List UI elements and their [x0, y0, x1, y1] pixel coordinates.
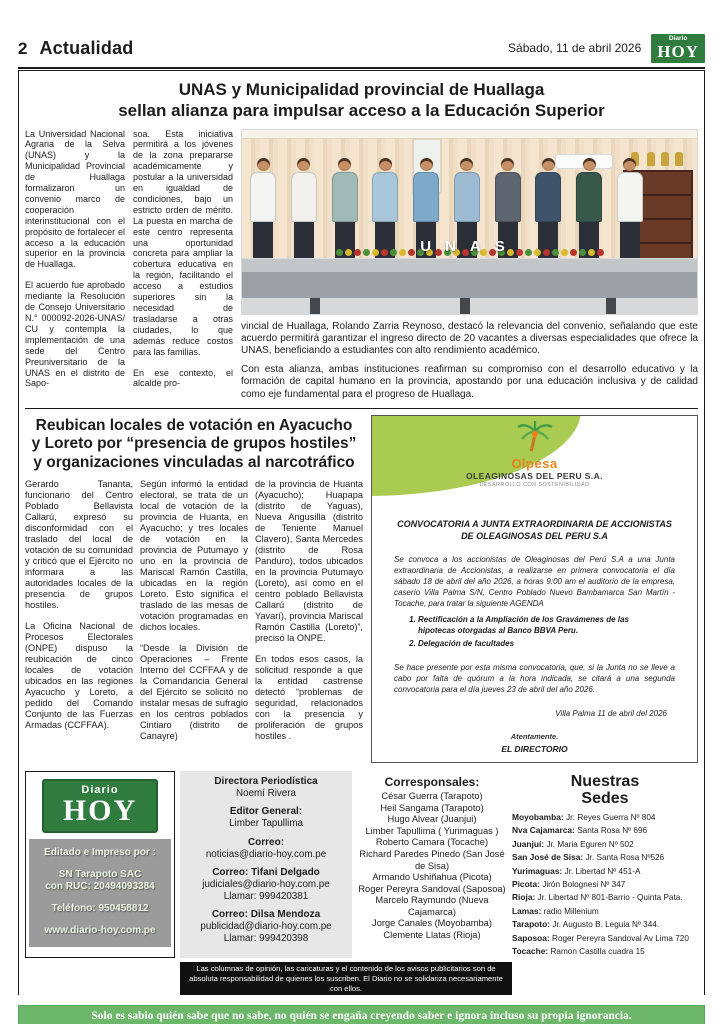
palm-tree-icon	[514, 420, 556, 452]
company-ruc: con RUC: 20494093384	[45, 880, 155, 892]
person-torso	[372, 172, 398, 222]
story1-col2-p2: En ese contexto, el alcalde pro-	[133, 367, 233, 389]
staff-entry	[182, 909, 350, 944]
publisher-box	[25, 771, 175, 958]
section-label: Actualidad	[39, 37, 134, 58]
story2-col1-p2: La Oficina Nacional de Procesos Electorales (ONPE) dispuso la reubicación de cinco locales de votación ubicados en las regiones Ayacucho y Loreto, a pedido del Comando Conjunto de las Fuerzas Armadas (CCFFAA).	[25, 621, 133, 731]
masthead-right	[508, 34, 705, 63]
masthead	[18, 34, 705, 63]
corresponsales-list	[357, 791, 507, 942]
logo-diario-text: Diario	[668, 35, 688, 42]
staff-name: Noemí Rivera	[236, 787, 296, 799]
person-head	[257, 158, 270, 171]
story2-col1-p1: Gerardo Tananta, funcionario del Centro Poblado Bellavista Callarú, expresó su disconformidad con el traslado del local de votación de su comunidad y criticó que el Ejército no informara a las autoridades locales de la presencia de grupos hostiles.	[25, 479, 133, 611]
logo-diario-text: Diario	[81, 783, 119, 796]
publisher-phone: Teléfono: 950458812	[51, 902, 149, 914]
diario-hoy-logo-large	[42, 779, 158, 833]
story2-col2-p1: Según informó la entidad electoral, se trata de un local de votación de la provincia de Huanta, en Ayacucho; y tres locales de votación en la provincia de Putumayo y uno en la provincia de Mariscal Ramón Castilla, ubicadas en la región Loreto. Esto significa el traslado de las mesas de votación programadas en dichos locales.	[140, 479, 248, 633]
article-photo	[241, 129, 698, 315]
logo-hoy-text: HOY	[62, 793, 138, 827]
person-torso	[413, 172, 439, 222]
corresponsal-item: Roberto Camara (Tocache)	[375, 837, 489, 848]
corresponsal-item: Limber Tapullima ( Yurimaguas )	[365, 825, 499, 836]
corresponsales-title: Corresponsales:	[384, 774, 480, 789]
ad-agenda-item: 1. Rectificación a la Ampliación de los Gravámenes de las hipotecas otorgadas al Banco BBVA Peru.	[418, 615, 667, 636]
person-head	[623, 158, 636, 171]
story1-headline-line1: UNAS y Municipalidad provincial de Huallaga	[178, 79, 545, 99]
story1-col1-p2: El acuerdo fue aprobado mediante la Resolución de Consejo Universitario N.° 000092-2026-UNAS/ CU y contempla la implementación de una sede del Centro Preuniversitario de la UNAS en el distrito de Sapo-	[25, 280, 125, 389]
corresponsal-item: Clemente Llatas (Rioja)	[383, 930, 481, 941]
story1-body	[25, 129, 698, 401]
unas-letters: UNAS	[420, 237, 519, 255]
person-torso	[576, 172, 602, 222]
corresponsal-item: César Guerra (Tarapoto)	[381, 790, 483, 801]
person-torso	[535, 172, 561, 222]
staff-entry	[182, 776, 350, 800]
story1-col2-p1: soa. Esta iniciativa permitirá a los jóvenes de la zona prepararse académicamente y postular a la universidad en igualdad de condiciones, bajo un estricto orden de mérito. La puesta en marcha de este centro representa una oportunidad concreta para ampliar la cobertura educativa en la región, facilitando el acceso a estudios superiores sin la necesidad de trasladarse a otras ciudades, lo que además reduce costos para las familias.	[133, 128, 233, 357]
story1-right-block	[241, 129, 698, 401]
person-torso	[250, 172, 276, 222]
corresponsal-item: Armando Ushiñahua (Picota)	[372, 872, 492, 883]
corresponsal-item: Hugo Alvear (Juanjui)	[387, 814, 477, 825]
sede-item: Juanjuí: Jr. Maria Eguren Nº 502	[512, 838, 634, 849]
staff-entry	[182, 867, 350, 902]
person-head	[420, 158, 433, 171]
ad-agenda-list	[418, 615, 667, 650]
story2-col2-p2: “Desde la División de Operaciones – Frente Interno del CCFFAA y de la Comandancia General del Ejército se solicitó no instalar mesas de sufragio en los centros poblados Cintiaro (distrito de Canayre)	[140, 643, 248, 742]
staff-entry	[182, 837, 350, 861]
person-head	[297, 158, 310, 171]
person-head	[379, 158, 392, 171]
person-head	[460, 158, 473, 171]
ad-title-line2: DE OLEAGINOSAS DEL PERU S.A	[461, 531, 608, 542]
staff-role: Correo:	[247, 836, 285, 848]
story1-column1	[25, 129, 125, 401]
diario-hoy-logo	[651, 34, 705, 63]
staff-role: Editor General:	[229, 806, 303, 818]
staff-role: Correo: Dilsa Mendoza	[211, 909, 321, 921]
corresponsales-box	[357, 771, 507, 958]
story2-column1	[25, 479, 133, 742]
staff-email: noticias@diario-hoy.com.pe	[205, 848, 327, 860]
ad-dateline: Villa Palma 11 de abril del 2026	[555, 708, 667, 718]
story2-headline	[25, 417, 363, 473]
story2-headline-line2: y Loreto por “presencia de grupos hostiles”	[31, 435, 357, 453]
olpesa-company: OLEAGINOSAS DEL PERU S.A.	[466, 471, 603, 482]
footer-row	[25, 771, 698, 958]
story2-column3	[255, 479, 363, 742]
corresponsal-item: Roger Pereyra Sandoval (Saposoa)	[358, 883, 506, 894]
masthead-left	[18, 38, 133, 59]
sedes-list	[512, 811, 698, 958]
story1-below-p2: Con esta alianza, ambas instituciones reafirman su compromiso con el desarrollo educativo y la formación de capital humano en la provincia, apostando por una educación inclusiva y de calidad como eje fundamental para el progreso de Huallaga.	[241, 363, 698, 400]
staff-phone: Llamar: 999420398	[223, 932, 309, 944]
publisher-info-panel	[29, 839, 171, 947]
story2-row	[25, 415, 698, 763]
page-frame	[18, 71, 705, 996]
story2-col3-p2: En todos esos casos, la solicitud responde a que la entidad castrense detectó “problemas de seguridad, relacionados con la presencia y proliferación de grupos hostiles .	[255, 654, 363, 742]
olpesa-logo	[372, 420, 697, 488]
person-torso	[495, 172, 521, 222]
quote-strip: Solo es sabio quién sabe que no sabe, no quién se engaña creyendo saber e ignora incluso su propia ignorancia.	[18, 1005, 705, 1024]
publisher-website: www.diario-hoy.com.pe	[44, 924, 156, 936]
story1-headline	[25, 79, 698, 121]
sede-item: Tocache: Ramon Castilla cuadra 15	[512, 946, 645, 956]
story1-below-p1: vincial de Huallaga, Rolando Zarria Reynoso, destacó la relevancia del convenio, señalando que este acuerdo permitirá garantizar el ingreso directo de 20 vacantes a diversas especialidades que ofrece la UNAS, beneficiando a estudiantes con alto rendimiento académico.	[241, 320, 698, 357]
sede-item: San José de Sisa: Jr. Santa Rosa Nº526	[512, 852, 665, 863]
table-leg	[460, 298, 470, 315]
trophy-icon	[675, 152, 683, 166]
photo-ceiling	[242, 130, 697, 139]
trophy-icon	[661, 152, 669, 166]
page-number: 2	[18, 38, 28, 58]
story1-headline-line2: sellan alianza para impulsar acceso a la Educación Superior	[118, 100, 605, 120]
person-head	[501, 158, 514, 171]
staff-entry	[182, 806, 350, 830]
sede-item: Yurimaguas: Jr. Libertad Nº 451-A	[512, 865, 641, 876]
person-torso	[617, 172, 643, 222]
table-leg	[310, 298, 320, 315]
staff-email: judiciales@diario-hoy.com.pe	[202, 879, 330, 891]
sede-item: Saposoa: Roger Pereyra Sandoval Av Lima 720	[512, 932, 689, 943]
person-torso	[332, 172, 358, 222]
edition-date: Sábado, 11 de abril 2026	[508, 41, 642, 56]
staff-phone: Llamar: 999420381	[223, 890, 309, 902]
staff-role: Correo: Tifani Delgado	[212, 867, 320, 879]
conference-table-front	[242, 272, 697, 298]
staff-box	[180, 771, 352, 958]
corresponsal-item: Jorge Canales (Moyobamba)	[372, 918, 492, 929]
story2-columns	[25, 479, 363, 742]
story2-block	[25, 415, 363, 763]
person-torso	[291, 172, 317, 222]
staff-name: Limber Tapullima	[229, 818, 303, 830]
sede-item: Moyobamba: Jr: Reyes Guerra Nº 804	[512, 811, 656, 822]
corresponsal-item: Richard Paredes Pinedo (San José de Sisa)	[359, 848, 505, 871]
sede-item: Nva Cajamarca: Santa Rosa Nº 696	[512, 825, 648, 836]
corresponsal-item: Marcelo Raymundo (Nueva Cajamarca)	[375, 895, 489, 917]
person-head	[583, 158, 596, 171]
edited-by-label: Editado e Impreso por :	[44, 846, 156, 858]
table-leg	[606, 298, 616, 315]
ad-body-2: Se hace presente por esta misma convocatoria, que, si la Junta no se lleve a cabo por falta de quórum a la hora indicada, se citará a una segunda convocatoria para el día jueves 23 de abril del año 2026.	[394, 662, 675, 694]
company-name: SN Tarapoto SAC	[58, 868, 142, 880]
staff-role: Directora Periodística	[214, 775, 318, 787]
ad-signer: EL DIRECTORIO	[501, 743, 568, 754]
story1-col1-p1: La Universidad Nacional Agraria de la Selva (UNAS) y la Municipalidad Provincial de Huallaga formalizaron un convenio marco de cooperación interinstitucional con el propósito de fortalecer el acceso a la educación superior en la provincia de Huallaga.	[25, 128, 125, 270]
person-head	[338, 158, 351, 171]
story1-column2	[133, 129, 233, 401]
sede-item: Picota: Jirón Bolognesi Nº 347	[512, 878, 626, 889]
sedes-box	[512, 771, 698, 958]
story2-headline-line3: y organizaciones vinculadas al narcotráfico	[33, 453, 355, 471]
person-torso	[454, 172, 480, 222]
ad-title-line1: CONVOCATORIA A JUNTA EXTRAORDINARIA DE ACCIONISTAS	[397, 519, 672, 530]
ad-signature	[372, 732, 697, 754]
conference-table-top	[242, 258, 697, 272]
ad-body-1: Se convoca a los accionistas de Oleaginosas del Perú S.A a una Junta extraordinaria de Accionistas, a realizarse en primera convocatoria el día sábado 18 de abril del año 2026, a horas 9:00 am el auditorio de la empresa, caserío Villa Palma S/N, Centro Poblado Nuevo Bambamarca San Martín - Tocache, para tratar la siguiente AGENDA	[394, 555, 675, 609]
sede-item: Tarapoto: Jr. Augusto B. Leguia Nº 344.	[512, 919, 660, 930]
ad-title	[396, 518, 672, 542]
story2-column2	[140, 479, 248, 742]
olpesa-ad	[371, 415, 698, 763]
sede-item: Lamas: radio Millenium	[512, 905, 599, 916]
disclaimer-strip: Las columnas de opinión, las caricaturas y el contenido de los avisos publicitarios son de absoluta responsabilidad de quienes los suscriben. El Diario no se solidariza necesariamente con ellos.	[180, 962, 512, 995]
story2-headline-line1: Reubican locales de votación en Ayacucho	[35, 416, 353, 434]
person-head	[542, 158, 555, 171]
sede-item: Rioja: Jr. Libertad Nº 801-Barrio - Quinta Pata.	[512, 892, 683, 903]
story2-col3-p1: de la provincia de Huanta (Ayacucho); Huapapa (distrito de Yaguas), Nueva Angusilla (distrito de Teniente Manuel Clavero), Santa Mercedes (distrito de Rosa Panduro), todos ubicados en la provincia Putumayo (Loreto), así como en el centro poblado Bellavista Callarú (distrito de Yavarí), provincia Mariscal Ramón Castilla (Loreto)”, precisó la ONPE.	[255, 479, 363, 644]
olpesa-name: Olpesa	[511, 456, 558, 472]
ad-agenda-item: 2. Delegación de facultades	[418, 639, 667, 650]
sedes-title: Nuestras Sedes	[570, 772, 640, 807]
section-divider	[25, 408, 698, 409]
trophy-icon	[647, 152, 655, 166]
staff-email: publicidad@diario-hoy.com.pe	[200, 921, 332, 933]
ad-closing: Atentamente.	[510, 731, 559, 741]
olpesa-tagline: DESARROLLO CON SOSTENIBILIDAD	[479, 482, 590, 489]
corresponsal-item: Heil Sangama (Tarapoto)	[380, 802, 484, 813]
logo-hoy-text: HOY	[657, 41, 699, 61]
publisher-company	[33, 869, 167, 893]
